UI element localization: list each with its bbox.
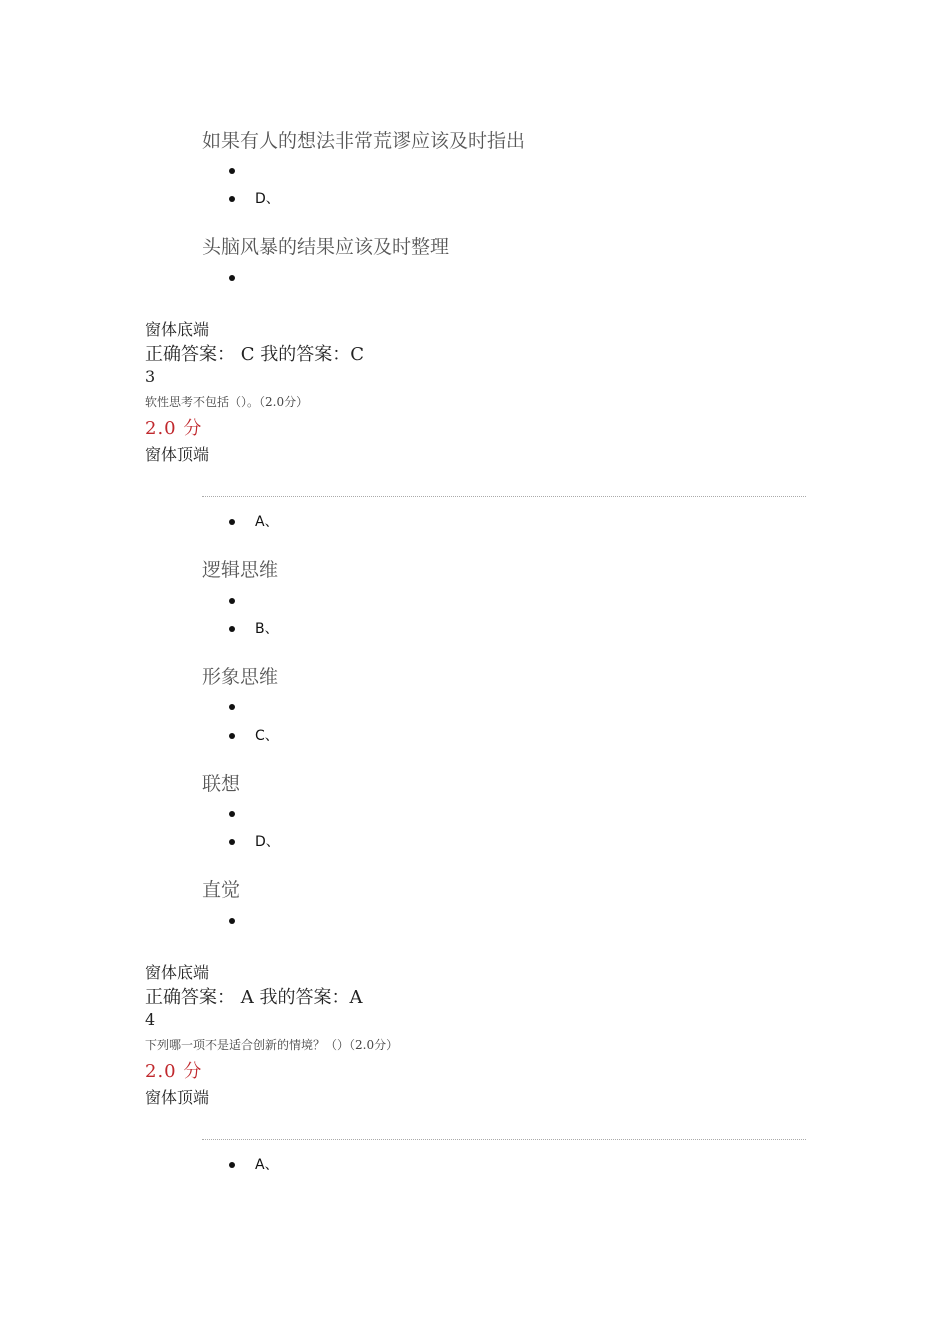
bullet-dot-icon [229, 1162, 235, 1168]
form-boundary-label: 窗体底端 [145, 320, 210, 339]
form-boundary-label: 窗体顶端 [145, 1088, 210, 1107]
option-bullet[interactable] [229, 1154, 279, 1174]
answer-line: 正确答案： A 我的答案：A [145, 987, 363, 1008]
option-bullet[interactable] [229, 699, 255, 715]
option-text: 如果有人的想法非常荒谬应该及时指出 [202, 130, 526, 152]
question-text: 下列哪一项不是适合创新的情境？（）（2.0分） [145, 1038, 399, 1052]
bullet-dot-icon [229, 275, 235, 281]
bullet-dot-icon [229, 918, 235, 924]
option-bullet[interactable] [229, 593, 255, 609]
option-label: A、 [255, 1157, 279, 1173]
option-text: 直觉 [202, 879, 241, 901]
option-bullet[interactable] [229, 618, 279, 638]
bullet-dot-icon [229, 626, 235, 632]
bullet-dot-icon [229, 839, 235, 845]
option-label: D、 [255, 191, 280, 207]
option-bullet[interactable] [229, 725, 279, 745]
option-text: 头脑风暴的结果应该及时整理 [202, 236, 450, 258]
option-bullet[interactable] [229, 270, 255, 286]
bullet-dot-icon [229, 196, 235, 202]
option-text: 联想 [202, 773, 241, 795]
divider-line [202, 496, 806, 497]
answer-line: 正确答案： C 我的答案：C [145, 344, 364, 365]
bullet-dot-icon [229, 598, 235, 604]
question-number: 4 [145, 1010, 156, 1029]
option-label: B、 [255, 621, 279, 637]
divider-line [202, 1139, 806, 1140]
bullet-dot-icon [229, 811, 235, 817]
question-score: 2.0 分 [145, 418, 203, 439]
form-boundary-label: 窗体顶端 [145, 445, 210, 464]
option-bullet[interactable] [229, 188, 280, 208]
option-label: C、 [255, 728, 279, 744]
option-text: 形象思维 [202, 666, 279, 688]
option-label: D、 [255, 834, 280, 850]
bullet-dot-icon [229, 168, 235, 174]
option-text: 逻辑思维 [202, 559, 279, 581]
option-bullet[interactable] [229, 806, 255, 822]
bullet-dot-icon [229, 733, 235, 739]
question-number: 3 [145, 367, 156, 386]
question-text: 软性思考不包括（）。（2.0分） [145, 395, 309, 409]
bullet-dot-icon [229, 704, 235, 710]
bullet-dot-icon [229, 519, 235, 525]
question-score: 2.0 分 [145, 1061, 203, 1082]
option-bullet[interactable] [229, 831, 280, 851]
option-label: A、 [255, 514, 279, 530]
option-bullet[interactable] [229, 913, 255, 929]
option-bullet[interactable] [229, 163, 255, 179]
option-bullet[interactable] [229, 511, 279, 531]
form-boundary-label: 窗体底端 [145, 963, 210, 982]
